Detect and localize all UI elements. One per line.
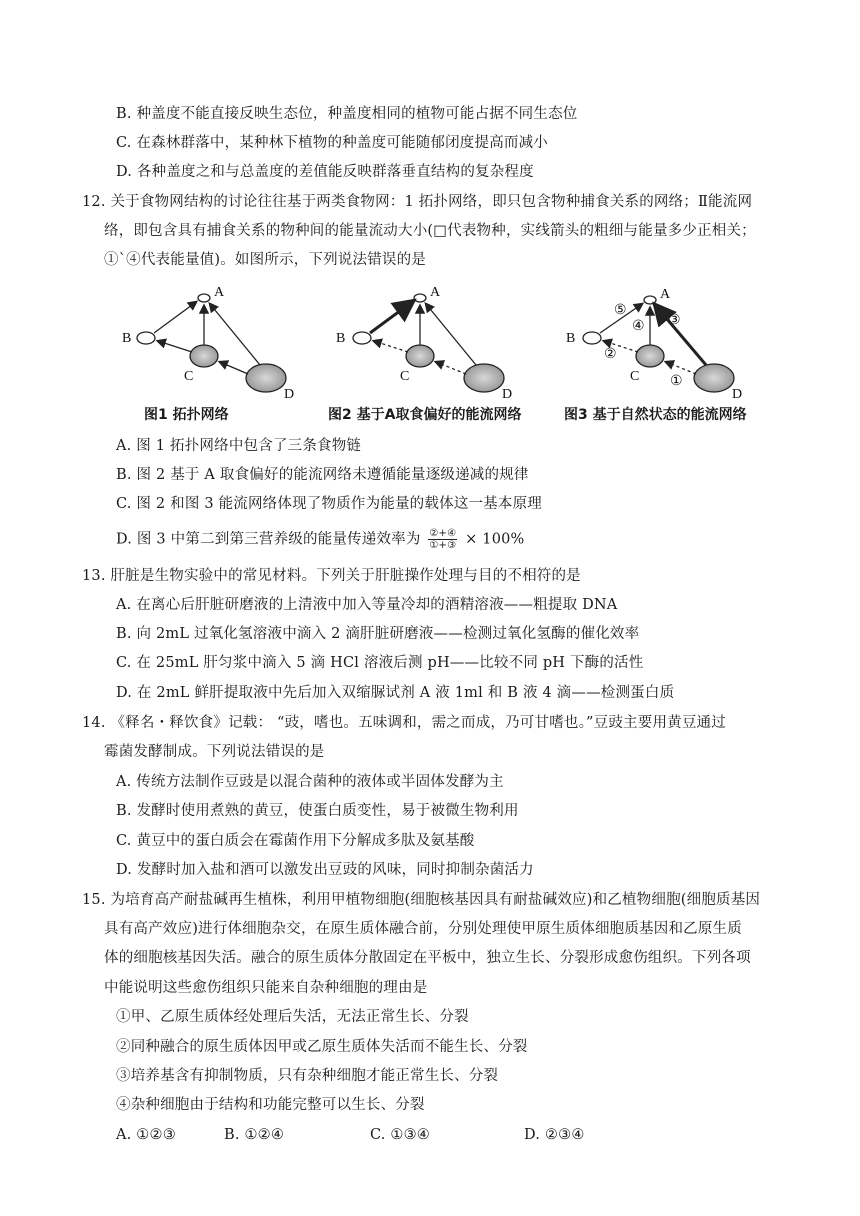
fig1-label-d: D — [284, 387, 295, 402]
fig2-caption: 图2 基于A取食偏好的能流网络 — [328, 407, 522, 423]
q15-option-b: B. ①②④ — [224, 1127, 285, 1143]
fig1-node-d — [246, 364, 286, 392]
q15-statement-4: ④杂种细胞由于结构和功能完整可以生长、分裂 — [116, 1097, 425, 1113]
fig3-label-d: D — [732, 387, 743, 402]
fig3-node-b — [583, 332, 601, 344]
q15-stem-line4: 中能说明这些愈伤组织只能来自杂种细胞的理由是 — [104, 980, 428, 996]
fig1-label-b: B — [122, 331, 132, 346]
q12-stem-line3: ①`④代表能量值)。如图所示，下列说法错误的是 — [104, 252, 427, 268]
fig2-preference-energy-network — [336, 285, 512, 402]
fig1-label-a: A — [214, 285, 225, 300]
fig3-energy-3: ③ — [668, 313, 681, 328]
q14-option-b: B. 发酵时使用煮熟的黄豆，使蛋白质变性，易于被微生物利用 — [116, 803, 519, 819]
q12-option-b: B. 图 2 基于 A 取食偏好的能流网络未遵循能量逐级递减的规律 — [116, 467, 529, 483]
food-web-diagrams — [118, 280, 778, 404]
q13-option-a: A. 在离心后肝脏研磨液的上清液中加入等量冷却的酒精溶液——粗提取 DNA — [116, 597, 618, 613]
fig1-label-c: C — [184, 369, 194, 384]
fraction-numerator: ②+④ — [429, 528, 457, 539]
q13-option-c: C. 在 25mL 肝匀浆中滴入 5 滴 HCl 溶液后测 pH——比较不同 pH 下酶的活性 — [116, 655, 644, 671]
fig3-energy-1: ① — [670, 374, 683, 389]
q12-option-c: C. 图 2 和图 3 能流网络体现了物质作为能量的载体这一基本原理 — [116, 496, 542, 512]
fig2-node-c — [406, 345, 434, 367]
fig1-node-a — [198, 294, 210, 302]
q12-option-d-suffix: × 100% — [465, 531, 525, 548]
q15-statement-1: ①甲、乙原生质体经处理后失活，无法正常生长、分裂 — [116, 1009, 469, 1025]
fig3-energy-5: ⑤ — [614, 303, 627, 318]
fig2-node-a — [414, 294, 426, 302]
q14-option-a: A. 传统方法制作豆豉是以混合菌种的液体或半固体发酵为主 — [116, 774, 504, 790]
fig1-caption: 图1 拓扑网络 — [144, 407, 229, 423]
fig2-label-b: B — [336, 331, 346, 346]
q11-option-b: B. 种盖度不能直接反映生态位，种盖度相同的植物可能占据不同生态位 — [116, 106, 578, 122]
fig1-topology-network — [122, 285, 294, 402]
q14-option-c: C. 黄豆中的蛋白质会在霉菌作用下分解成多肽及氨基酸 — [116, 833, 475, 849]
fig3-node-c — [636, 345, 664, 367]
q15-option-d: D. ②③④ — [524, 1127, 585, 1143]
fig3-energy-4: ④ — [632, 319, 645, 334]
efficiency-fraction — [428, 528, 457, 551]
q15-statement-3: ③培养基含有抑制物质，只有杂种细胞才能正常生长、分裂 — [116, 1068, 499, 1084]
q15-option-c: C. ①③④ — [370, 1127, 430, 1143]
q15-stem-line2: 具有高产效应)进行体细胞杂交，在原生质体融合前，分别处理使甲原生质体细胞质基因和乙原生质 — [104, 921, 742, 937]
fig3-caption: 图3 基于自然状态的能流网络 — [564, 407, 747, 423]
q12-stem-line2: 络，即包含具有捕食关系的物种间的能量流动大小(□代表物种，实线箭头的粗细与能量多少正相关； — [104, 223, 756, 239]
fig3-label-a: A — [660, 287, 671, 302]
q12-stem-line1: 12. 关于食物网结构的讨论往往基于两类食物网：1 拓扑网络，即只包含物种捕食关系的网络；Ⅱ能流网 — [82, 194, 753, 210]
q12-option-d-prefix: D. 图 3 中第二到第三营养级的能量传递效率为 — [116, 531, 421, 548]
q11-option-d: D. 各种盖度之和与总盖度的差值能反映群落垂直结构的复杂程度 — [116, 164, 534, 180]
q13-option-d: D. 在 2mL 鲜肝提取液中先后加入双缩脲试剂 A 液 1ml 和 B 液 4 滴——检测蛋白质 — [116, 685, 675, 701]
fig2-label-d: D — [502, 387, 513, 402]
fraction-denominator: ①+③ — [429, 540, 457, 551]
q15-statement-2: ②同种融合的原生质体因甲或乙原生质体失活而不能生长、分裂 — [116, 1039, 528, 1055]
q15-stem-line3: 体的细胞核基因失活。融合的原生质体分散固定在平板中，独立生长、分裂形成愈伤组织。下列各项 — [104, 950, 751, 966]
q12-food-web-figure — [118, 280, 778, 428]
fig2-node-b — [353, 332, 371, 344]
fig3-energy-2: ② — [604, 347, 617, 362]
fig3-node-a — [644, 296, 656, 304]
fig3-label-c: C — [630, 369, 640, 384]
fig1-node-b — [137, 332, 155, 344]
fig3-node-d — [694, 364, 734, 392]
fig3-natural-energy-network — [566, 287, 742, 402]
q13-stem: 13. 肝脏是生物实验中的常见材料。下列关于肝脏操作处理与目的不相符的是 — [82, 568, 581, 584]
q14-stem-line2: 霉菌发酵制成。下列说法错误的是 — [104, 744, 325, 760]
q11-option-c: C. 在森林群落中，某种林下植物的种盖度可能随郁闭度提高而减小 — [116, 135, 548, 151]
q12-option-d — [116, 528, 525, 551]
q15-stem-line1: 15. 为培育高产耐盐碱再生植株，利用甲植物细胞(细胞核基因具有耐盐碱效应)和乙植物细胞(细胞质基因 — [82, 892, 761, 908]
q15-options-row — [116, 1125, 585, 1145]
fig2-label-c: C — [400, 369, 410, 384]
fig2-node-d — [464, 364, 504, 392]
q14-stem-line1: 14. 《释名・释饮食》记载： “豉，嗜也。五味调和，需之而成，乃可甘嗜也。”豆豉主要用黄豆通过 — [82, 715, 726, 731]
fig3-label-b: B — [566, 331, 576, 346]
fig2-label-a: A — [430, 285, 441, 300]
q14-option-d: D. 发酵时加入盐和酒可以激发出豆豉的风味，同时抑制杂菌活力 — [116, 862, 534, 878]
fig1-node-c — [190, 345, 218, 367]
q13-option-b: B. 向 2mL 过氧化氢溶液中滴入 2 滴肝脏研磨液——检测过氧化氢酶的催化效率 — [116, 626, 640, 642]
q12-option-a: A. 图 1 拓扑网络中包含了三条食物链 — [116, 438, 362, 454]
q15-option-a: A. ①②③ — [116, 1127, 176, 1143]
